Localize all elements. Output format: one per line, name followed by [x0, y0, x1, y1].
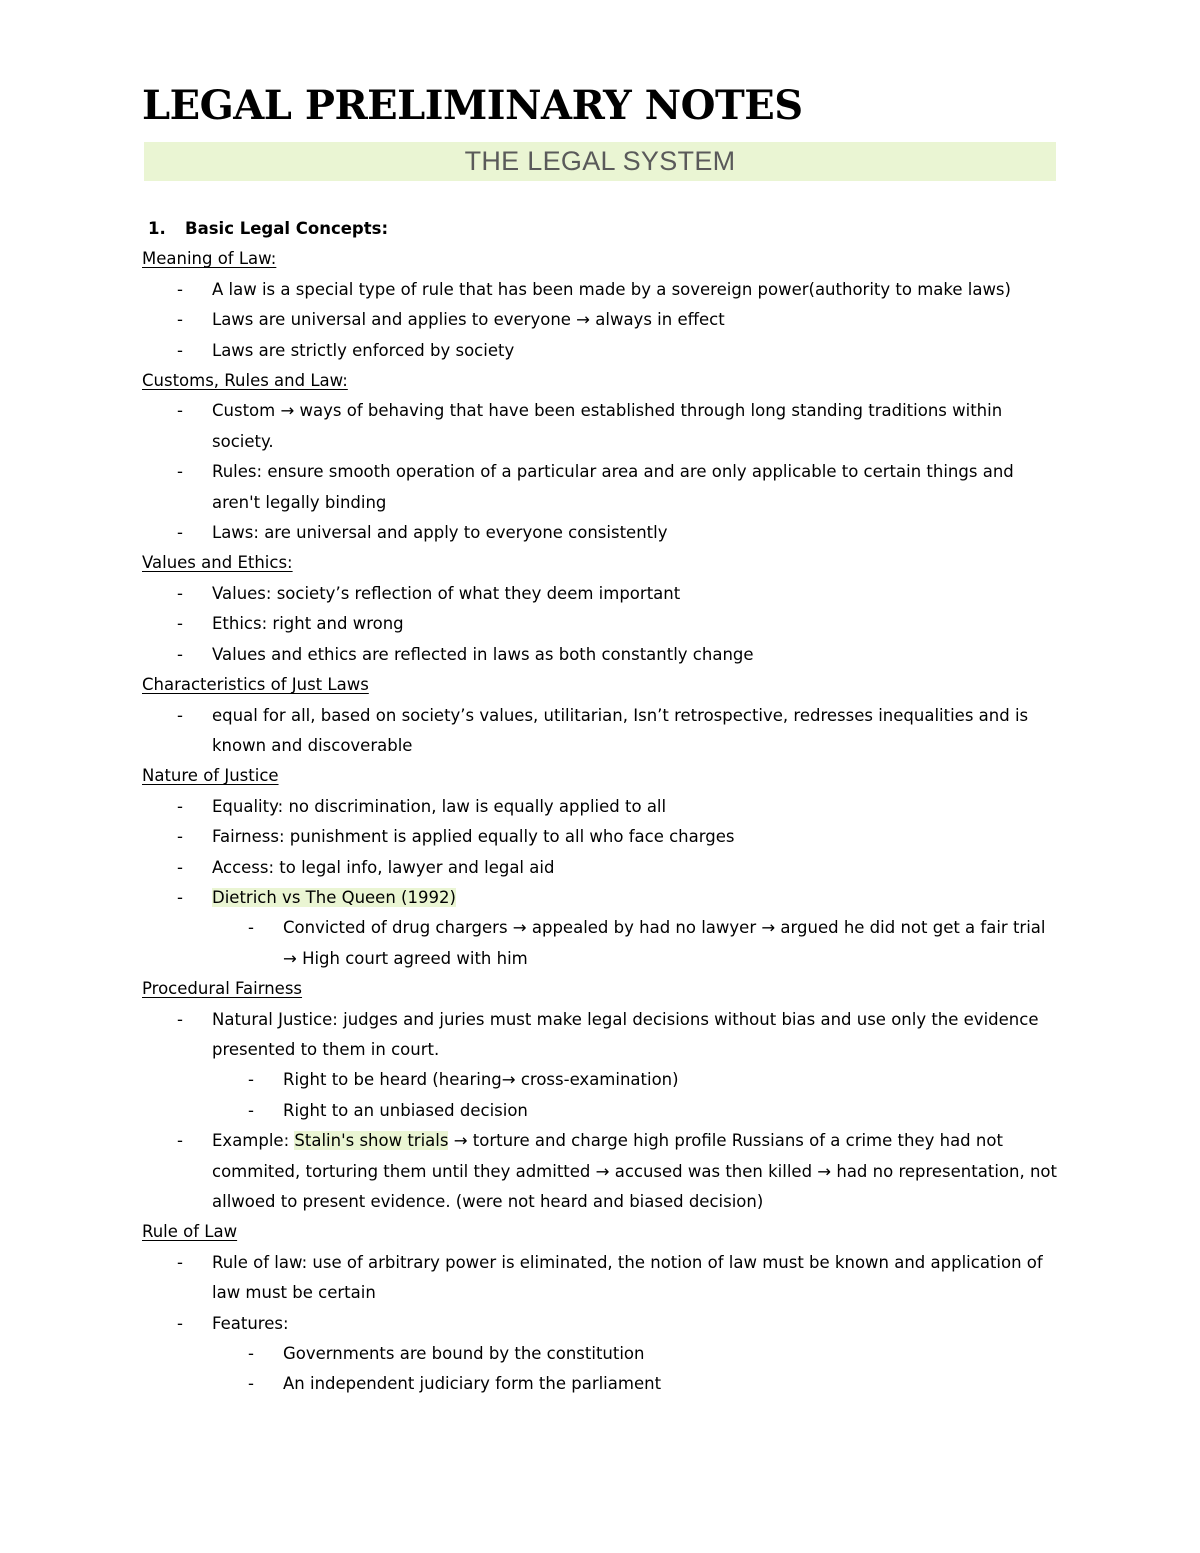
bullet — [142, 822, 1062, 852]
bullet — [142, 275, 1062, 305]
dash-marker: - — [177, 462, 183, 482]
bullet-text: Convicted of drug chargers → appealed by had no lawyer → argued he did not get a fair trial → High court agreed with him — [283, 918, 1046, 968]
dash-marker: - — [177, 310, 183, 330]
subheading-customs-rules-law: Customs, Rules and Law: — [142, 371, 348, 391]
bullet-text: Features: — [212, 1313, 289, 1333]
bullet-text: Values: society’s reflection of what they deem important — [212, 583, 681, 603]
bullet-text: An independent judiciary form the parliament — [283, 1374, 662, 1394]
bullet — [142, 1309, 1062, 1339]
sub-bullet — [142, 1339, 1062, 1369]
dash-marker: - — [248, 1070, 254, 1090]
section-banner: THE LEGAL SYSTEM — [144, 142, 1056, 181]
sub-bullet — [142, 1065, 1062, 1095]
sub-bullet — [142, 1096, 1062, 1126]
subheading-procedural-fairness: Procedural Fairness — [142, 979, 303, 999]
bullet — [142, 1005, 1062, 1066]
dash-marker: - — [248, 1100, 254, 1120]
bullet-text: → torture and charge high profile Russians of a crime they had not commited, torturing them until they admitted → accused was then killed → had no representation, not allwoed to present evidence. (were not heard and biased decision) — [212, 1131, 1057, 1211]
dash-marker: - — [177, 583, 183, 603]
bullet-text-prefix: Example: — [212, 1131, 295, 1151]
dash-marker: - — [177, 1009, 183, 1029]
bullet — [142, 792, 1062, 822]
highlighted-case-name: Dietrich vs The Queen (1992) — [212, 887, 456, 907]
subheading-values-ethics: Values and Ethics: — [142, 553, 293, 573]
bullet — [142, 640, 1062, 670]
dash-marker: - — [248, 918, 254, 938]
bullet-text: Ethics: right and wrong — [212, 614, 404, 634]
dash-marker: - — [177, 1252, 183, 1272]
dash-marker: - — [177, 1313, 183, 1333]
dash-marker: - — [177, 1131, 183, 1151]
dash-marker: - — [248, 1344, 254, 1364]
bullet-text: Laws are universal and applies to everyone → always in effect — [212, 310, 725, 330]
dash-marker: - — [177, 644, 183, 664]
highlighted-example: Stalin's show trials — [294, 1131, 449, 1151]
bullet-text: Rules: ensure smooth operation of a particular area and are only applicable to certain things and aren't legally binding — [212, 462, 1014, 512]
bullet-text: Laws: are universal and apply to everyone consistently — [212, 523, 668, 543]
numbered-heading-label: Basic Legal Concepts: — [185, 219, 389, 238]
dash-marker: - — [177, 827, 183, 847]
subheading-meaning-of-law: Meaning of Law: — [142, 249, 277, 269]
dash-marker: - — [177, 523, 183, 543]
page-title: LEGAL PRELIMINARY NOTES — [142, 82, 803, 129]
bullet-text: Natural Justice: judges and juries must make legal decisions without bias and use only the evidence presented to them in court. — [212, 1009, 1039, 1059]
bullet-text: A law is a special type of rule that has been made by a sovereign power(authority to make laws) — [212, 279, 1011, 299]
sub-bullet — [142, 913, 1062, 974]
bullet — [142, 336, 1062, 366]
bullet-text: Rule of law: use of arbitrary power is eliminated, the notion of law must be known and application of law must be certain — [212, 1252, 1043, 1303]
bullet-text: Access: to legal info, lawyer and legal aid — [212, 857, 555, 877]
bullet-text: Custom → ways of behaving that have been established through long standing traditions within society. — [212, 401, 1003, 451]
bullet-text: Right to an unbiased decision — [283, 1100, 528, 1120]
dash-marker: - — [177, 340, 183, 360]
bullet — [142, 305, 1062, 335]
bullet — [142, 396, 1062, 457]
bullet — [142, 1126, 1062, 1217]
bullet-text: Laws are strictly enforced by society — [212, 340, 515, 360]
dash-marker: - — [248, 1374, 254, 1394]
dash-marker: - — [177, 614, 183, 634]
dash-marker: - — [177, 887, 183, 907]
subheading-nature-of-justice: Nature of Justice — [142, 766, 279, 786]
dash-marker: - — [177, 401, 183, 421]
bullet-text: Right to be heard (hearing→ cross-examination) — [283, 1070, 679, 1090]
bullet-text: Values and ethics are reflected in laws as both constantly change — [212, 644, 754, 664]
bullet-text: Equality: no discrimination, law is equally applied to all — [212, 796, 667, 816]
dash-marker: - — [177, 705, 183, 725]
bullet-text: Fairness: punishment is applied equally to all who face charges — [212, 827, 735, 847]
bullet — [142, 457, 1062, 518]
bullet-text: equal for all, based on society’s values, utilitarian, Isn’t retrospective, redresses inequalities and is known and discoverable — [212, 705, 1029, 755]
dash-marker: - — [177, 796, 183, 816]
bullet — [142, 609, 1062, 639]
sub-bullet — [142, 1369, 1062, 1399]
subheading-rule-of-law: Rule of Law — [142, 1222, 238, 1242]
subheading-just-laws: Characteristics of Just Laws — [142, 675, 369, 695]
bullet — [142, 883, 1062, 913]
bullet — [142, 1248, 1062, 1309]
list-number: 1. — [148, 219, 166, 238]
bullet-text: Governments are bound by the constitution — [283, 1344, 645, 1364]
numbered-heading — [142, 214, 1062, 244]
bullet — [142, 579, 1062, 609]
dash-marker: - — [177, 279, 183, 299]
dash-marker: - — [177, 857, 183, 877]
notes-body — [142, 214, 1062, 1400]
bullet — [142, 701, 1062, 762]
bullet — [142, 853, 1062, 883]
bullet — [142, 518, 1062, 548]
